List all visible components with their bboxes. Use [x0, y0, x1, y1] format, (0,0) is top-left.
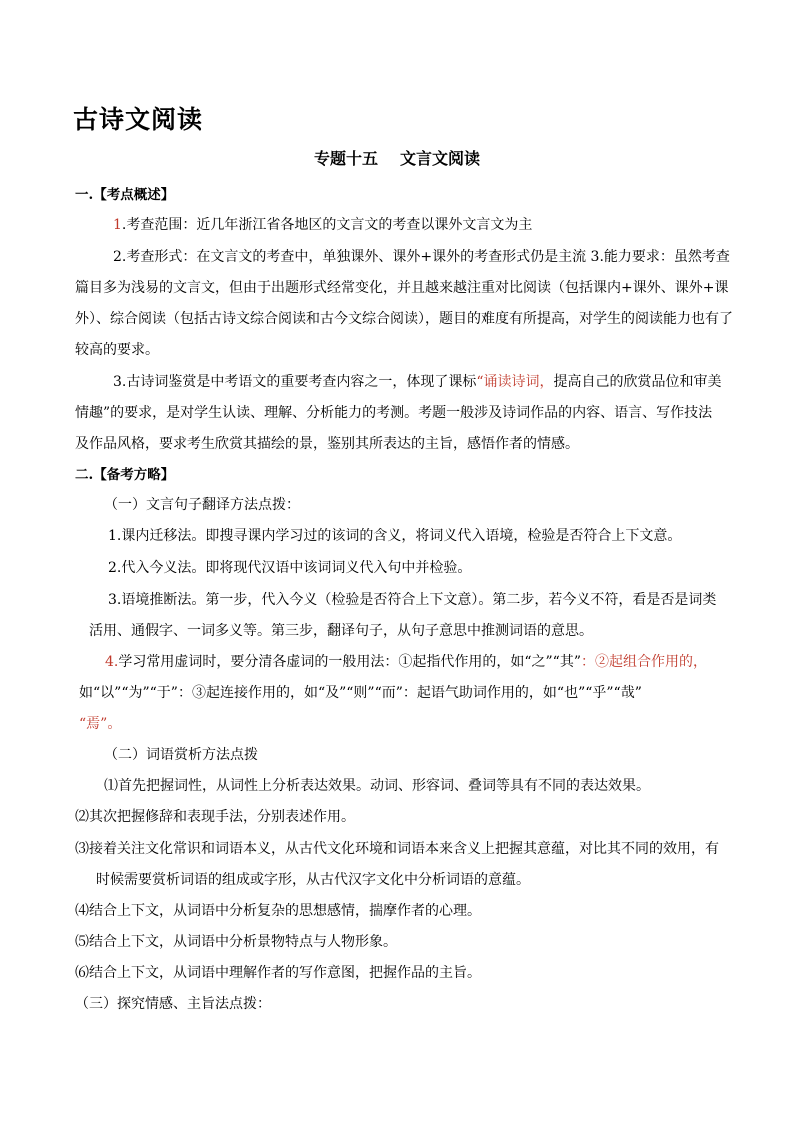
- item-number: 1: [113, 217, 122, 233]
- paragraph-line: 外）、综合阅读（包括古诗文综合阅读和古今文综合阅读），题目的难度有所提高，对学生的阅读能力也有了: [75, 311, 733, 327]
- line-text: ：③起连接作用的，如“及”“则”“而”: [177, 685, 403, 701]
- line-text: 3.古诗词鉴赏是中考语文的重要考查内容之一，体现了课标: [113, 374, 477, 390]
- line-text: 提高自己的欣赏品位和审美: [553, 374, 722, 390]
- doc-subtitle: [0, 146, 794, 169]
- word-item: ⑸结合上下文，从词语中分析景物特点与人物形象。: [75, 934, 397, 950]
- subsection-heading: （三）探究情感、主旨法点拨：: [75, 996, 271, 1012]
- item-number: 4.: [105, 654, 119, 670]
- method-item: “焉”。: [79, 716, 122, 732]
- subtitle-name: 文言文阅读: [400, 149, 481, 168]
- line-text: 学习常用虚词时，要分清各虚词的一般用法：①起指代作用的，如“之”“其”: [118, 654, 581, 670]
- subtitle-topic: 专题十五: [313, 149, 378, 168]
- method-item: 2.代入今义法。即将现代汉语中该词词义代入句中并检验。: [108, 560, 472, 576]
- word-item: 时候需要赏析词语的组成或字形，从古代汉字文化中分析词语的意蕴。: [96, 872, 530, 888]
- word-item: ⑵其次把握修辞和表现手法，分别表述作用。: [75, 809, 355, 825]
- paragraph-line: 较高的要求。: [75, 342, 159, 358]
- word-item: ⑴首先把握词性，从词性上分析表达效果。动词、形容词、叠词等具有不同的表达效果。: [104, 778, 650, 794]
- method-item: 活用、通假字、一词多义等。第三步，翻译句子，从句子意思中推测词语的意思。: [89, 623, 593, 639]
- line-text: 如“以”“为”“于”: [79, 685, 178, 701]
- doc-title: 古诗文阅读: [73, 105, 204, 134]
- paragraph-line: 及作品风格，要求考生欣赏其描绘的景，鉴别其所表达的主旨，感悟作者的情感。: [75, 436, 579, 452]
- section-heading: 一.【考点概述】: [75, 187, 175, 203]
- paragraph-line: [113, 371, 722, 393]
- paragraph-line: [113, 214, 532, 236]
- subsection-heading: （一）文言句子翻译方法点拨：: [104, 497, 300, 513]
- paragraph-line: 篇目多为浅易的文言文，但由于出题形式经常变化，并且越来越注重对比阅读（包括课内+课外、课外+课: [75, 280, 729, 296]
- quote-text: “诵读诗词，: [476, 374, 554, 390]
- method-item: 3.语境推断法。第一步，代入今义（检验是否符合上下文意）。第二步，若今义不符，看是否是词类: [108, 592, 717, 608]
- word-item: ⑹结合上下文，从词语中理解作者的写作意图，把握作品的主旨。: [75, 965, 481, 981]
- word-item: ⑷结合上下文，从词语中分析复杂的思想感情，揣摩作者的心理。: [75, 903, 481, 919]
- line-text: .考查范围：近几年浙江省各地区的文言文的考查以课外文言文为主: [121, 217, 533, 233]
- highlighted-text: ：②起组合作用的，: [581, 654, 707, 670]
- paragraph-line: 2.考查形式：在文言文的考查中，单独课外、课外+课外的考查形式仍是主流 3.能力要求：虽然考查: [113, 249, 730, 265]
- method-item: [79, 682, 642, 704]
- subsection-heading: （二）词语赏析方法点拨: [104, 747, 258, 763]
- line-text: ：起语气助词作用的，如“也”“乎”“哉”: [402, 685, 642, 701]
- section-heading: 二.【备考方略】: [75, 467, 175, 483]
- paragraph-line: 情趣”的要求，是对学生认读、理解、分析能力的考测。考题一般涉及诗词作品的内容、语言、写作技法: [75, 405, 713, 421]
- word-item: ⑶接着关注文化常识和词语本义，从古代文化环境和词语本来含义上把握其意蕴，对比其不同的效用，有: [75, 841, 719, 857]
- method-item: 1.课内迁移法。即搜寻课内学习过的该词的含义，将词义代入语境，检验是否符合上下文意。: [108, 528, 682, 544]
- method-item: [105, 651, 707, 673]
